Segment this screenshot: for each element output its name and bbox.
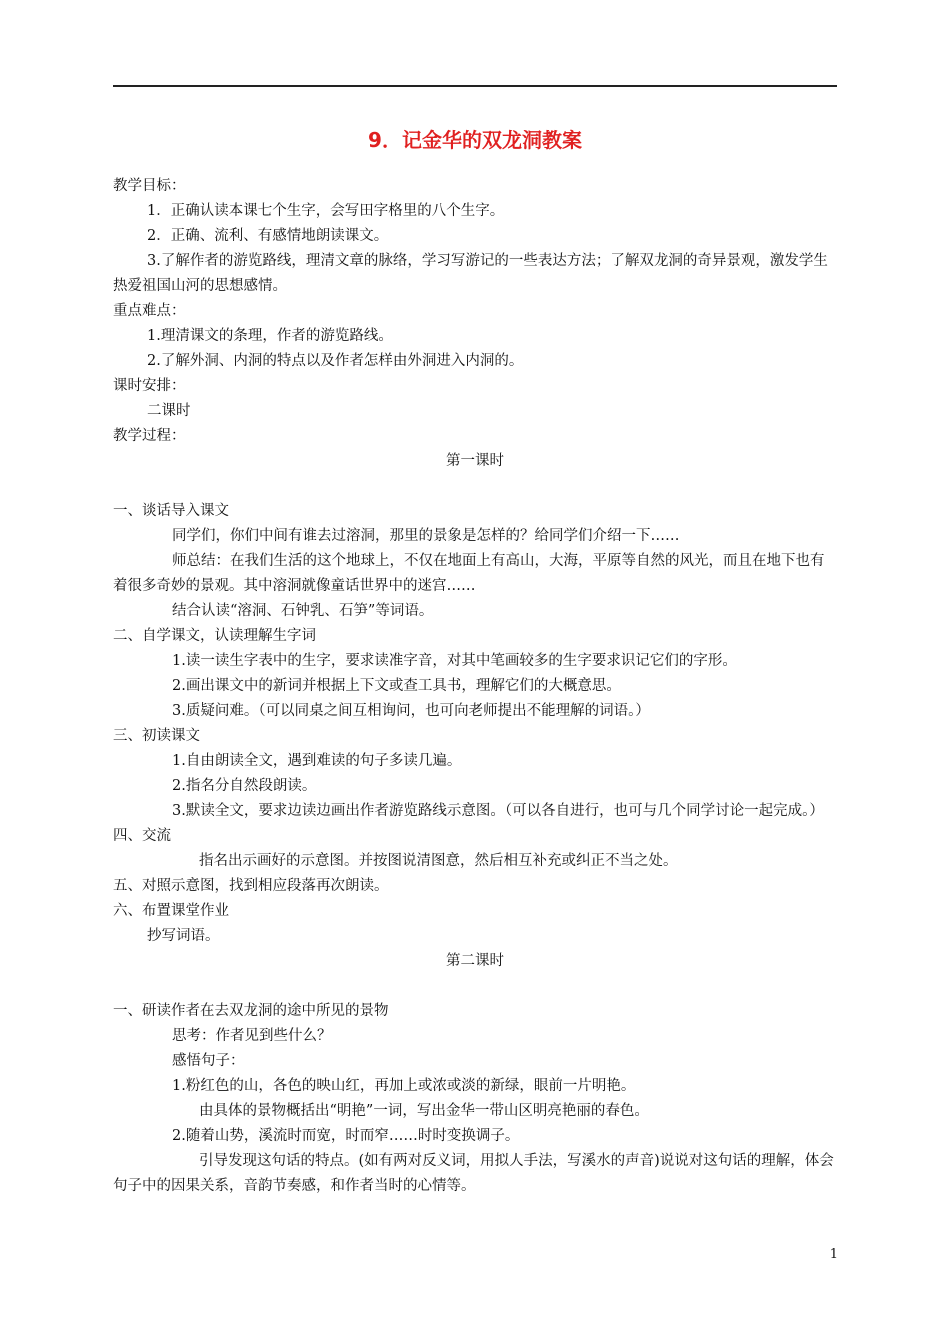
paragraph: 二课时 xyxy=(147,403,191,419)
paragraph: 3.质疑问难。（可以同桌之间互相询问，也可向老师提出不能理解的词语。） xyxy=(172,703,650,719)
paragraph: 引导发现这句话的特点。(如有两对反义词，用拟人手法，写溪水的声音)说说对这句话的理解，体会句子中的因果关系，音韵节奏感，和作者当时的心情等。 xyxy=(113,1153,834,1194)
page-number: 1 xyxy=(829,1247,838,1262)
paragraph: 1．正确认读本课七个生字，会写田字格里的八个生字。 xyxy=(147,203,505,219)
section-heading: 一、研读作者在去双龙洞的途中所见的景物 xyxy=(113,1003,389,1019)
section-heading: 教学目标： xyxy=(113,178,186,194)
section-heading: 课时安排： xyxy=(113,378,186,394)
paragraph: 1.理清课文的条理，作者的游览路线。 xyxy=(147,328,393,344)
lesson-heading: 第二课时 xyxy=(446,953,504,969)
paragraph: 2.随着山势，溪流时而宽，时而窄……时时变换调子。 xyxy=(172,1128,520,1144)
paragraph: 3.了解作者的游览路线，理清文章的脉络，学习写游记的一些表达方法；了解双龙洞的奇异景观，激发学生热爱祖国山河的思想感情。 xyxy=(113,253,828,294)
lesson-heading: 第一课时 xyxy=(446,453,504,469)
section-heading: 二、自学课文，认读理解生字词 xyxy=(113,628,316,644)
section-heading: 一、谈话导入课文 xyxy=(113,503,229,519)
section-heading: 重点难点： xyxy=(113,303,186,319)
section-heading: 三、初读课文 xyxy=(113,728,200,744)
paragraph: 2．正确、流利、有感情地朗读课文。 xyxy=(147,228,389,244)
section-heading: 五、对照示意图，找到相应段落再次朗读。 xyxy=(113,878,389,894)
paragraph: 1.自由朗读全文，遇到难读的句子多读几遍。 xyxy=(172,753,462,769)
paragraph: 同学们，你们中间有谁去过溶洞，那里的景象是怎样的？给同学们介绍一下…… xyxy=(172,528,680,544)
paragraph: 师总结：在我们生活的这个地球上，不仅在地面上有高山，大海，平原等自然的风光，而且在地下也有着很多奇妙的景观。其中溶洞就像童话世界中的迷宫…… xyxy=(113,553,825,594)
paragraph: 结合认读“溶洞、石钟乳、石笋”等词语。 xyxy=(172,603,434,619)
section-heading: 四、交流 xyxy=(113,828,171,844)
paragraph: 2.了解外洞、内洞的特点以及作者怎样由外洞进入内洞的。 xyxy=(147,353,524,369)
paragraph: 由具体的景物概括出“明艳”一词，写出金华一带山区明亮艳丽的春色。 xyxy=(199,1103,649,1119)
paragraph: 感悟句子： xyxy=(172,1053,245,1069)
section-heading: 教学过程： xyxy=(113,428,186,444)
paragraph: 指名出示画好的示意图。并按图说清图意，然后相互补充或纠正不当之处。 xyxy=(199,853,678,869)
paragraph: 1.读一读生字表中的生字，要求读准字音，对其中笔画较多的生字要求识记它们的字形。 xyxy=(172,653,737,669)
paragraph: 思考：作者见到些什么？ xyxy=(172,1028,332,1044)
paragraph: 抄写词语。 xyxy=(147,928,220,944)
section-heading: 六、布置课堂作业 xyxy=(113,903,229,919)
document-title: 9．记金华的双龙洞教案 xyxy=(368,128,582,152)
document-body xyxy=(113,174,837,1199)
paragraph: 3.默读全文，要求边读边画出作者游览路线示意图。（可以各自进行，也可与几个同学讨论一起完成。） xyxy=(172,803,824,819)
header-rule xyxy=(113,85,837,87)
paragraph: 1.粉红色的山，各色的映山红，再加上或浓或淡的新绿，眼前一片明艳。 xyxy=(172,1078,636,1094)
paragraph: 2.画出课文中的新词并根据上下文或查工具书，理解它们的大概意思。 xyxy=(172,678,621,694)
paragraph: 2.指名分自然段朗读。 xyxy=(172,778,317,794)
